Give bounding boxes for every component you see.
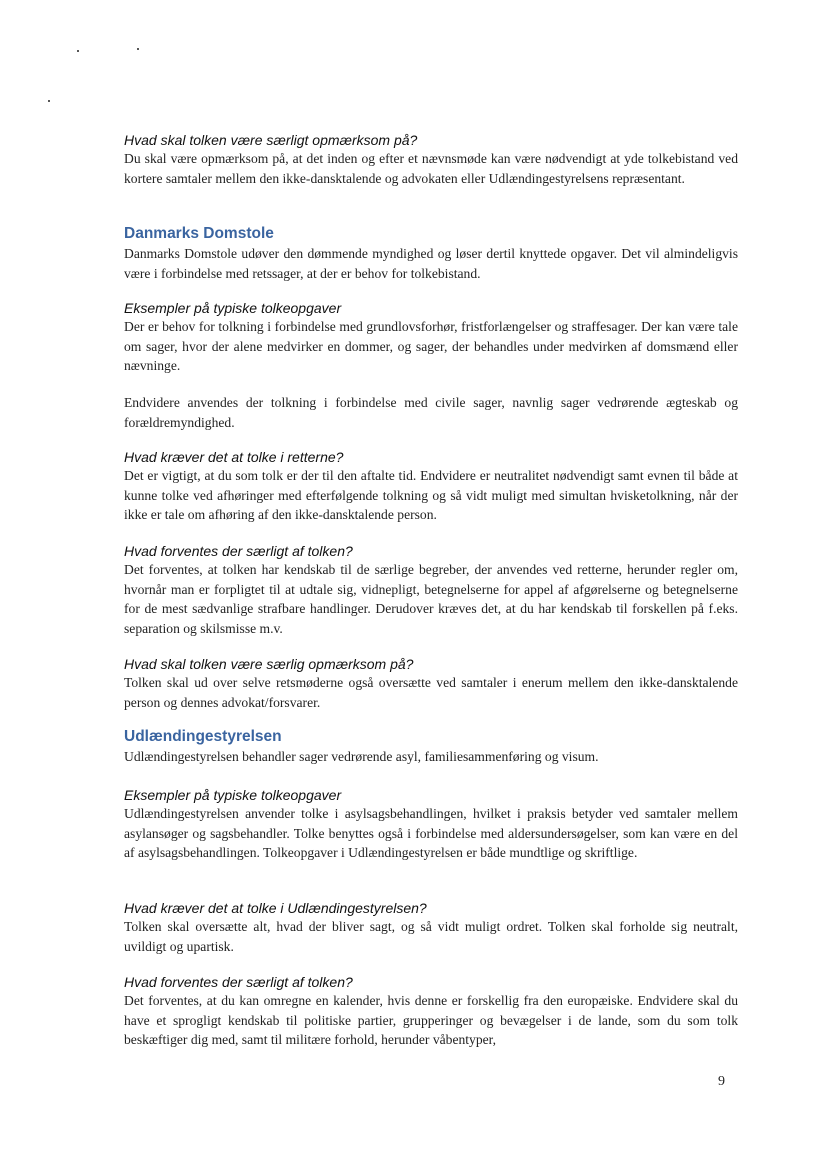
requires-block <box>124 448 738 525</box>
scan-speck <box>137 48 139 50</box>
expected-block <box>124 973 738 1050</box>
attention-block <box>124 655 738 712</box>
requires-block <box>124 899 738 956</box>
question-heading: Hvad forventes der særligt af tolken? <box>124 543 353 559</box>
paragraph: Danmarks Domstole udøver den dømmende myndighed og løser dertil knyttede opgaver. Det vil almindeligvis være i forbindelse med retssager, at der er behov for tolkebistand. <box>124 246 738 281</box>
section-heading: Udlændingestyrelsen <box>124 728 282 745</box>
paragraph: Endvidere anvendes der tolkning i forbindelse med civile sager, navnlig sager vedrørende ægteskab og forældremyndighed. <box>124 395 738 430</box>
paragraph: Du skal være opmærksom på, at det inden og efter et nævnsmøde kan være nødvendigt at yde tolkebistand ved kortere samtaler mellem den ikke-dansktalende og advokaten eller Udlændingestyrelsens repræsentant. <box>124 151 738 186</box>
paragraph: Udlændingestyrelsen anvender tolke i asylsagsbehandlingen, hvilket i praksis betyder ved samtaler mellem asylansøger og sagsbehandler. Tolke benyttes også i forbindelse med aldersundersøgelser, som kan være en del af asylsagsbehandlingen. Tolkeopgaver i Udlændingestyrelsen er både mundtlige og skriftlige. <box>124 806 738 860</box>
question-heading: Hvad skal tolken være særlig opmærksom på? <box>124 656 414 672</box>
intro-attention-block <box>124 131 738 188</box>
question-heading: Hvad kræver det at tolke i Udlændingestyrelsen? <box>124 900 427 916</box>
examples-block <box>124 786 738 863</box>
paragraph: Udlændingestyrelsen behandler sager vedrørende asyl, familiesammenføring og visum. <box>124 749 599 764</box>
paragraph: Tolken skal oversætte alt, hvad der bliver sagt, og så vidt muligt ordret. Tolken skal forholde sig neutralt, uvildigt og upartisk. <box>124 919 738 954</box>
section-heading-block <box>124 224 738 283</box>
question-heading: Hvad forventes der særligt af tolken? <box>124 974 353 990</box>
question-heading: Hvad kræver det at tolke i retterne? <box>124 449 344 465</box>
question-heading: Eksempler på typiske tolkeopgaver <box>124 787 342 803</box>
paragraph: Det er vigtigt, at du som tolk er der til den aftalte tid. Endvidere er neutralitet nødvendigt samt evnen til både at kunne tolke ved afhøringer med efterfølgende tolkning og så vidt muligt med simultan hvisketolkning, når der ikke er tale om afhøring af den ikke-dansktalende person. <box>124 468 738 522</box>
section-heading-block <box>124 727 738 767</box>
expected-block <box>124 542 738 638</box>
question-heading: Eksempler på typiske tolkeopgaver <box>124 300 342 316</box>
paragraph: Der er behov for tolkning i forbindelse med grundlovsforhør, fristforlængelser og straffesager. Der kan være tale om sager, hvor der alene medvirker en dommer, og sager, der behandles under medvirken af domsmænd eller nævninge. <box>124 319 738 373</box>
page-number: 9 <box>718 1074 725 1089</box>
paragraph: Det forventes, at du kan omregne en kalender, hvis denne er forskellig fra den europæiske. Endvidere skal du have et sprogligt kendskab til politiske partier, grupperinger og bevægelser i de lande, som du som tolk beskæftiger dig med, samt til militære forhold, herunder våbentyper, <box>124 993 738 1047</box>
section-heading: Danmarks Domstole <box>124 225 274 242</box>
examples-block <box>124 299 738 376</box>
question-heading: Hvad skal tolken være særligt opmærksom på? <box>124 132 418 148</box>
paragraph: Det forventes, at tolken har kendskab til de særlige begreber, der anvendes ved retterne, herunder regler om, hvornår man er forpligtet til at udtale sig, vidnepligt, betegnelserne for appel af afgørelserne og betegnelserne for de mest sædvanlige strafbare handlinger. Derudover kræves det, at du har kendskab til forskellen på f.eks. separation og skilsmisse m.v. <box>124 562 738 636</box>
scan-speck <box>77 50 79 52</box>
examples-continued-block <box>124 393 738 432</box>
paragraph: Tolken skal ud over selve retsmøderne også oversætte ved samtaler i enerum mellem den ikke-dansktalende person og dennes advokat/forsvarer. <box>124 675 738 710</box>
scan-speck <box>48 100 50 102</box>
